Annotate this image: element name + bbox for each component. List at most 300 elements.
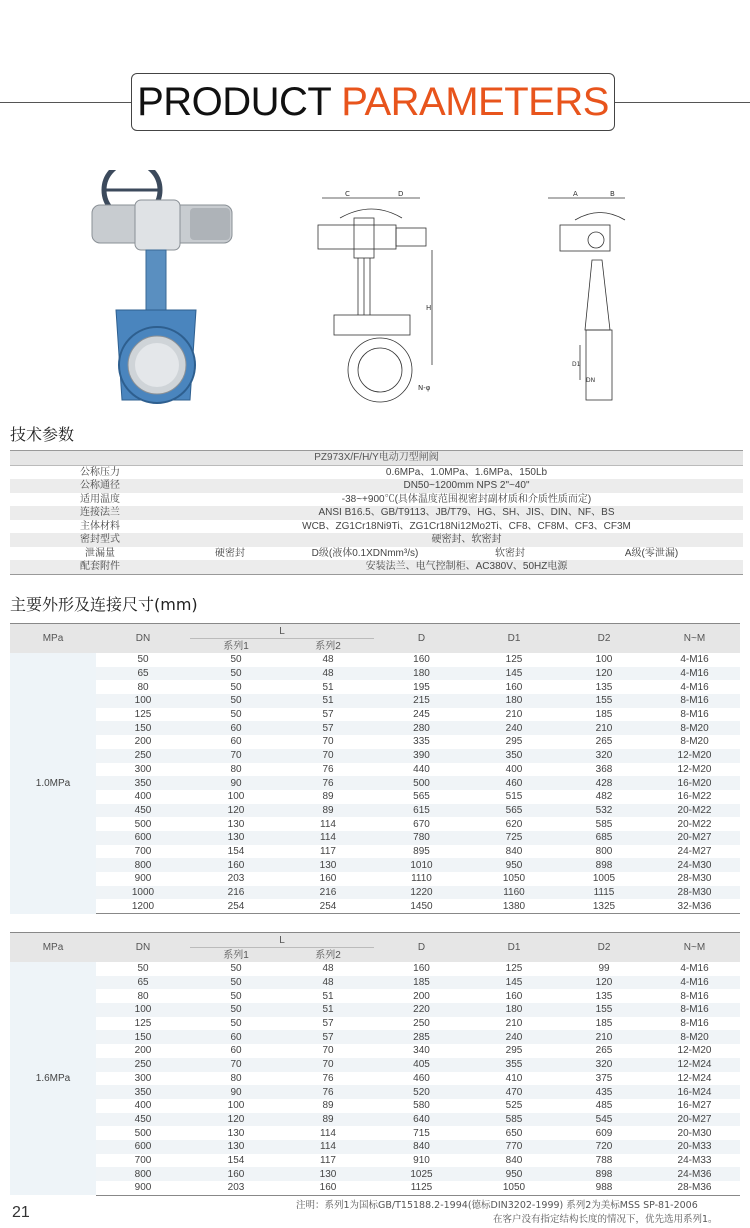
table-row bbox=[10, 694, 740, 708]
table-cell: 155 bbox=[559, 694, 649, 708]
table-row bbox=[10, 653, 740, 667]
table-cell: 1010 bbox=[374, 858, 469, 872]
table-cell: 988 bbox=[559, 1181, 649, 1195]
table-cell: 16-M24 bbox=[649, 1085, 740, 1099]
table-cell: 245 bbox=[374, 708, 469, 722]
table-cell: 390 bbox=[374, 749, 469, 763]
table-cell: 20-M30 bbox=[649, 1126, 740, 1140]
table-row bbox=[10, 1140, 740, 1154]
table-cell: 20-M33 bbox=[649, 1140, 740, 1154]
table-cell: 28-M30 bbox=[649, 886, 740, 900]
table-cell: 100 bbox=[96, 1003, 190, 1017]
table-cell: 220 bbox=[374, 1003, 469, 1017]
table-cell: 48 bbox=[282, 667, 374, 681]
table-cell: 150 bbox=[96, 1030, 190, 1044]
table-cell: 185 bbox=[374, 976, 469, 990]
table-cell: 114 bbox=[282, 831, 374, 845]
table-cell: 50 bbox=[96, 962, 190, 976]
table-cell: 565 bbox=[469, 804, 559, 818]
table-cell: 130 bbox=[190, 817, 282, 831]
table-cell: 120 bbox=[559, 667, 649, 681]
table-cell: 130 bbox=[190, 831, 282, 845]
header-dn: DN bbox=[96, 933, 190, 963]
table-cell: 295 bbox=[469, 735, 559, 749]
table-row bbox=[10, 1030, 740, 1044]
table-cell: 240 bbox=[469, 1030, 559, 1044]
table-cell: 51 bbox=[282, 1003, 374, 1017]
table-cell: 80 bbox=[190, 763, 282, 777]
table-cell: 51 bbox=[282, 989, 374, 1003]
table-cell: 720 bbox=[559, 1140, 649, 1154]
table-cell: 60 bbox=[190, 1044, 282, 1058]
page-header bbox=[131, 73, 615, 131]
spec-key: 主体材料 bbox=[80, 520, 120, 532]
table-cell: 460 bbox=[469, 776, 559, 790]
table-row bbox=[10, 680, 740, 694]
table-cell: 70 bbox=[282, 1044, 374, 1058]
table-cell: 210 bbox=[559, 1030, 649, 1044]
table-cell: 950 bbox=[469, 1167, 559, 1181]
table-cell: 203 bbox=[190, 1181, 282, 1195]
table-cell: 120 bbox=[559, 976, 649, 990]
table-cell: 200 bbox=[96, 735, 190, 749]
table-cell: 12-M20 bbox=[649, 749, 740, 763]
table-cell: 210 bbox=[469, 1017, 559, 1031]
table-row bbox=[10, 831, 740, 845]
table-cell: 160 bbox=[282, 1181, 374, 1195]
table-cell: 1050 bbox=[469, 1181, 559, 1195]
table-cell: 1000 bbox=[96, 886, 190, 900]
table-cell: 125 bbox=[469, 962, 559, 976]
dim-label-b: B bbox=[610, 190, 615, 198]
table-cell: 89 bbox=[282, 790, 374, 804]
header-mpa: MPa bbox=[10, 624, 96, 654]
table-cell: 295 bbox=[469, 1044, 559, 1058]
table-cell: 285 bbox=[374, 1030, 469, 1044]
table-cell: 24-M33 bbox=[649, 1154, 740, 1168]
table-cell: 90 bbox=[190, 776, 282, 790]
table-cell: 335 bbox=[374, 735, 469, 749]
table-row bbox=[10, 667, 740, 681]
footnote-line2: 在客户没有指定结构长度的情况下，优先选用系列1。 bbox=[493, 1214, 718, 1225]
table-cell: 254 bbox=[282, 899, 374, 913]
table-cell: 160 bbox=[282, 872, 374, 886]
table-cell: 51 bbox=[282, 680, 374, 694]
table-cell: 60 bbox=[190, 735, 282, 749]
header-series2: 系列2 bbox=[282, 639, 374, 654]
table-cell: 532 bbox=[559, 804, 649, 818]
dim-label-d: D bbox=[398, 190, 404, 198]
header-nm: N~M bbox=[649, 624, 740, 654]
table-cell: 180 bbox=[469, 1003, 559, 1017]
dims-section-title: 主要外形及连接尺寸(mm) bbox=[10, 595, 198, 614]
table-cell: 450 bbox=[96, 1113, 190, 1127]
product-images bbox=[0, 170, 750, 420]
table-row bbox=[10, 962, 740, 976]
table-cell: 120 bbox=[190, 804, 282, 818]
table-cell: 99 bbox=[559, 962, 649, 976]
table-cell: 28-M30 bbox=[649, 872, 740, 886]
spec-key: 密封型式 bbox=[10, 533, 190, 547]
table-cell: 565 bbox=[374, 790, 469, 804]
dim-label-a: A bbox=[573, 190, 578, 198]
table-cell: 715 bbox=[374, 1126, 469, 1140]
table-cell: 50 bbox=[190, 1017, 282, 1031]
table-cell: 60 bbox=[190, 721, 282, 735]
table-row bbox=[10, 735, 740, 749]
table-cell: 100 bbox=[190, 790, 282, 804]
table-cell: 50 bbox=[190, 667, 282, 681]
table-cell: 250 bbox=[96, 749, 190, 763]
table-cell: 405 bbox=[374, 1058, 469, 1072]
table-cell: 8-M20 bbox=[649, 735, 740, 749]
spec-key: 泄漏量 bbox=[85, 547, 115, 559]
header-mpa: MPa bbox=[10, 933, 96, 963]
table-cell: 125 bbox=[96, 708, 190, 722]
table-row bbox=[10, 763, 740, 777]
table-cell: 265 bbox=[559, 1044, 649, 1058]
table-cell: 840 bbox=[469, 845, 559, 859]
table-cell: 650 bbox=[469, 1126, 559, 1140]
table-cell: 24-M27 bbox=[649, 845, 740, 859]
table-cell: 216 bbox=[190, 886, 282, 900]
spec-value: WCB、ZG1Cr18Ni9Ti、ZG1Cr18Ni12Mo2Ti、CF8、CF8M、CF3、CF3M bbox=[302, 520, 631, 532]
table-cell: 265 bbox=[559, 735, 649, 749]
tech-section-title: 技术参数 bbox=[10, 425, 75, 444]
table-row bbox=[10, 845, 740, 859]
table-cell: 65 bbox=[96, 667, 190, 681]
dim-label-h: H bbox=[426, 304, 432, 312]
table-cell: 500 bbox=[96, 817, 190, 831]
table-cell: 160 bbox=[374, 653, 469, 667]
leak-soft-label: 软密封 bbox=[495, 547, 525, 559]
dim-label-dn: DN bbox=[586, 377, 596, 384]
spec-value: 安装法兰、电气控制柜、AC380V、50HZ电源 bbox=[190, 560, 743, 574]
spec-key: 适用温度 bbox=[80, 493, 120, 505]
table-cell: 185 bbox=[559, 708, 649, 722]
table-cell: 460 bbox=[374, 1072, 469, 1086]
table-cell: 8-M16 bbox=[649, 708, 740, 722]
table-row bbox=[10, 1058, 740, 1072]
table-cell: 24-M36 bbox=[649, 1167, 740, 1181]
table-cell: 120 bbox=[190, 1113, 282, 1127]
table-row bbox=[10, 1167, 740, 1181]
table-row bbox=[10, 1072, 740, 1086]
table-cell: 135 bbox=[559, 680, 649, 694]
table-cell: 76 bbox=[282, 763, 374, 777]
table-cell: 400 bbox=[96, 1099, 190, 1113]
table-cell: 585 bbox=[469, 1113, 559, 1127]
table-row bbox=[10, 1126, 740, 1140]
table-cell: 100 bbox=[190, 1099, 282, 1113]
valve-side-drawing bbox=[548, 190, 625, 400]
table-row bbox=[10, 708, 740, 722]
table-cell: 609 bbox=[559, 1126, 649, 1140]
table-cell: 4-M16 bbox=[649, 667, 740, 681]
dims-table-2 bbox=[10, 932, 740, 1196]
table-cell: 76 bbox=[282, 1072, 374, 1086]
table-cell: 320 bbox=[559, 1058, 649, 1072]
table-cell: 350 bbox=[96, 776, 190, 790]
table-cell: 788 bbox=[559, 1154, 649, 1168]
table-cell: 898 bbox=[559, 858, 649, 872]
table-cell: 50 bbox=[190, 1003, 282, 1017]
table-cell: 600 bbox=[96, 1140, 190, 1154]
footnote-line1: 注明：系列1为国标GB/T15188.2-1994(德标DIN3202-1999) 系列2为美标MSS SP-81-2006 bbox=[296, 1200, 698, 1211]
table-cell: 160 bbox=[469, 680, 559, 694]
page-number: 21 bbox=[12, 1204, 30, 1221]
table-cell: 910 bbox=[374, 1154, 469, 1168]
table-cell: 400 bbox=[96, 790, 190, 804]
header-d: D bbox=[374, 624, 469, 654]
table-cell: 585 bbox=[559, 817, 649, 831]
dims-table-1 bbox=[10, 623, 740, 914]
header-l: L bbox=[190, 933, 374, 948]
valve-front-drawing bbox=[318, 190, 432, 402]
table-cell: 50 bbox=[190, 962, 282, 976]
spec-key: 连接法兰 bbox=[10, 506, 190, 520]
table-cell: 70 bbox=[282, 749, 374, 763]
table-cell: 770 bbox=[469, 1140, 559, 1154]
table-cell: 4-M16 bbox=[649, 976, 740, 990]
table-cell: 160 bbox=[374, 962, 469, 976]
table-cell: 375 bbox=[559, 1072, 649, 1086]
header-d2: D2 bbox=[559, 933, 649, 963]
spec-value: -38~+900℃(具体温度范围视密封副材质和介质性质而定) bbox=[341, 493, 592, 505]
spec-value: ANSI B16.5、GB/T9113、JB/T79、HG、SH、JIS、DIN、NF、BS bbox=[190, 506, 743, 520]
header-word-product: PRODUCT bbox=[137, 80, 331, 124]
table-row bbox=[10, 817, 740, 831]
table-cell: 48 bbox=[282, 962, 374, 976]
table-cell: 50 bbox=[190, 680, 282, 694]
table-cell: 89 bbox=[282, 1113, 374, 1127]
table-cell: 340 bbox=[374, 1044, 469, 1058]
table-cell: 1160 bbox=[469, 886, 559, 900]
table-row bbox=[10, 989, 740, 1003]
table-cell: 76 bbox=[282, 1085, 374, 1099]
table-cell: 160 bbox=[190, 1167, 282, 1181]
table-cell: 685 bbox=[559, 831, 649, 845]
model-name: PZ973X/F/H/Y电动刀型闸阀 bbox=[10, 451, 743, 466]
table-cell: 250 bbox=[96, 1058, 190, 1072]
pressure-class: 1.6MPa bbox=[10, 962, 96, 1195]
table-cell: 160 bbox=[190, 858, 282, 872]
table-cell: 8-M16 bbox=[649, 989, 740, 1003]
table-cell: 50 bbox=[190, 708, 282, 722]
table-cell: 4-M16 bbox=[649, 653, 740, 667]
valve-photo bbox=[92, 170, 232, 403]
table-row bbox=[10, 790, 740, 804]
header-d1: D1 bbox=[469, 933, 559, 963]
table-cell: 117 bbox=[282, 845, 374, 859]
header-d1: D1 bbox=[469, 624, 559, 654]
table-cell: 100 bbox=[559, 653, 649, 667]
table-cell: 150 bbox=[96, 721, 190, 735]
table-cell: 350 bbox=[469, 749, 559, 763]
table-cell: 70 bbox=[282, 735, 374, 749]
table-cell: 130 bbox=[282, 1167, 374, 1181]
table-cell: 57 bbox=[282, 721, 374, 735]
header-d2: D2 bbox=[559, 624, 649, 654]
table-cell: 1380 bbox=[469, 899, 559, 913]
table-cell: 16-M27 bbox=[649, 1099, 740, 1113]
table-cell: 8-M20 bbox=[649, 1030, 740, 1044]
table-cell: 70 bbox=[282, 1058, 374, 1072]
table-cell: 240 bbox=[469, 721, 559, 735]
table-cell: 60 bbox=[190, 1030, 282, 1044]
table-cell: 20-M22 bbox=[649, 804, 740, 818]
header-series1: 系列1 bbox=[190, 948, 282, 963]
table-row bbox=[10, 1099, 740, 1113]
dim-label-n-phi: N-φ bbox=[418, 384, 431, 392]
table-cell: 48 bbox=[282, 653, 374, 667]
table-cell: 100 bbox=[96, 694, 190, 708]
table-cell: 435 bbox=[559, 1085, 649, 1099]
table-cell: 300 bbox=[96, 763, 190, 777]
table-cell: 470 bbox=[469, 1085, 559, 1099]
table-cell: 125 bbox=[96, 1017, 190, 1031]
table-cell: 12-M24 bbox=[649, 1072, 740, 1086]
table-cell: 300 bbox=[96, 1072, 190, 1086]
leak-hard-value: D级(液体0.1XDNmm³/s) bbox=[311, 547, 419, 559]
table-cell: 482 bbox=[559, 790, 649, 804]
table-cell: 180 bbox=[374, 667, 469, 681]
table-cell: 640 bbox=[374, 1113, 469, 1127]
table-cell: 410 bbox=[469, 1072, 559, 1086]
table-cell: 145 bbox=[469, 667, 559, 681]
table-cell: 12-M20 bbox=[649, 763, 740, 777]
table-cell: 51 bbox=[282, 694, 374, 708]
table-row bbox=[10, 1085, 740, 1099]
table-cell: 485 bbox=[559, 1099, 649, 1113]
spec-key: 公称通径 bbox=[10, 479, 190, 493]
table-cell: 20-M22 bbox=[649, 817, 740, 831]
table-row bbox=[10, 749, 740, 763]
header-word-parameters: PARAMETERS bbox=[341, 80, 609, 124]
table-row bbox=[10, 872, 740, 886]
table-cell: 600 bbox=[96, 831, 190, 845]
table-cell: 500 bbox=[374, 776, 469, 790]
table-row bbox=[10, 886, 740, 900]
table-cell: 76 bbox=[282, 776, 374, 790]
table-cell: 4-M16 bbox=[649, 680, 740, 694]
table-cell: 57 bbox=[282, 1030, 374, 1044]
spec-key: 公称压力 bbox=[80, 466, 120, 478]
table-cell: 355 bbox=[469, 1058, 559, 1072]
table-row bbox=[10, 1113, 740, 1127]
table-cell: 725 bbox=[469, 831, 559, 845]
table-cell: 215 bbox=[374, 694, 469, 708]
table-row bbox=[10, 1003, 740, 1017]
header-dn: DN bbox=[96, 624, 190, 654]
table-cell: 16-M22 bbox=[649, 790, 740, 804]
table-row bbox=[10, 1017, 740, 1031]
table-cell: 950 bbox=[469, 858, 559, 872]
table-cell: 114 bbox=[282, 817, 374, 831]
table-cell: 254 bbox=[190, 899, 282, 913]
table-cell: 520 bbox=[374, 1085, 469, 1099]
table-cell: 89 bbox=[282, 804, 374, 818]
table-cell: 840 bbox=[374, 1140, 469, 1154]
table-cell: 216 bbox=[282, 886, 374, 900]
table-cell: 32-M36 bbox=[649, 899, 740, 913]
table-cell: 130 bbox=[190, 1126, 282, 1140]
table-cell: 1110 bbox=[374, 872, 469, 886]
table-cell: 180 bbox=[469, 694, 559, 708]
table-cell: 130 bbox=[190, 1140, 282, 1154]
table-cell: 615 bbox=[374, 804, 469, 818]
table-cell: 1115 bbox=[559, 886, 649, 900]
table-cell: 12-M20 bbox=[649, 1044, 740, 1058]
table-cell: 160 bbox=[469, 989, 559, 1003]
table-cell: 20-M27 bbox=[649, 831, 740, 845]
table-cell: 114 bbox=[282, 1140, 374, 1154]
table-cell: 154 bbox=[190, 1154, 282, 1168]
table-cell: 117 bbox=[282, 1154, 374, 1168]
table-cell: 400 bbox=[469, 763, 559, 777]
table-cell: 800 bbox=[96, 858, 190, 872]
table-cell: 50 bbox=[190, 989, 282, 1003]
table-cell: 900 bbox=[96, 1181, 190, 1195]
table-cell: 1050 bbox=[469, 872, 559, 886]
table-cell: 670 bbox=[374, 817, 469, 831]
table-cell: 895 bbox=[374, 845, 469, 859]
table-cell: 8-M20 bbox=[649, 721, 740, 735]
table-cell: 4-M16 bbox=[649, 962, 740, 976]
table-cell: 200 bbox=[96, 1044, 190, 1058]
table-cell: 800 bbox=[96, 1167, 190, 1181]
table-cell: 114 bbox=[282, 1126, 374, 1140]
dim-label-c: C bbox=[345, 190, 350, 198]
leak-hard-label: 硬密封 bbox=[215, 547, 245, 559]
table-cell: 8-M16 bbox=[649, 1017, 740, 1031]
table-cell: 154 bbox=[190, 845, 282, 859]
table-cell: 428 bbox=[559, 776, 649, 790]
table-cell: 130 bbox=[282, 858, 374, 872]
table-cell: 145 bbox=[469, 976, 559, 990]
table-cell: 24-M30 bbox=[649, 858, 740, 872]
table-cell: 65 bbox=[96, 976, 190, 990]
table-cell: 545 bbox=[559, 1113, 649, 1127]
table-cell: 900 bbox=[96, 872, 190, 886]
table-cell: 155 bbox=[559, 1003, 649, 1017]
table-cell: 898 bbox=[559, 1167, 649, 1181]
table-cell: 200 bbox=[374, 989, 469, 1003]
table-cell: 700 bbox=[96, 1154, 190, 1168]
table-cell: 515 bbox=[469, 790, 559, 804]
dim-label-d1: D1 bbox=[572, 361, 581, 368]
table-cell: 620 bbox=[469, 817, 559, 831]
table-cell: 210 bbox=[469, 708, 559, 722]
spec-value: 硬密封、软密封 bbox=[190, 533, 743, 547]
table-cell: 20-M27 bbox=[649, 1113, 740, 1127]
tech-spec-table bbox=[10, 450, 743, 575]
table-cell: 89 bbox=[282, 1099, 374, 1113]
table-cell: 280 bbox=[374, 721, 469, 735]
table-cell: 1200 bbox=[96, 899, 190, 913]
header-series2: 系列2 bbox=[282, 948, 374, 963]
table-row bbox=[10, 1044, 740, 1058]
table-cell: 1025 bbox=[374, 1167, 469, 1181]
leak-soft-value: A级(零泄漏) bbox=[624, 547, 679, 559]
table-cell: 70 bbox=[190, 749, 282, 763]
table-cell: 350 bbox=[96, 1085, 190, 1099]
table-cell: 12-M24 bbox=[649, 1058, 740, 1072]
table-cell: 80 bbox=[96, 680, 190, 694]
spec-value: 0.6MPa、1.0MPa、1.6MPa、150Lb bbox=[385, 466, 548, 478]
table-cell: 800 bbox=[559, 845, 649, 859]
table-cell: 195 bbox=[374, 680, 469, 694]
